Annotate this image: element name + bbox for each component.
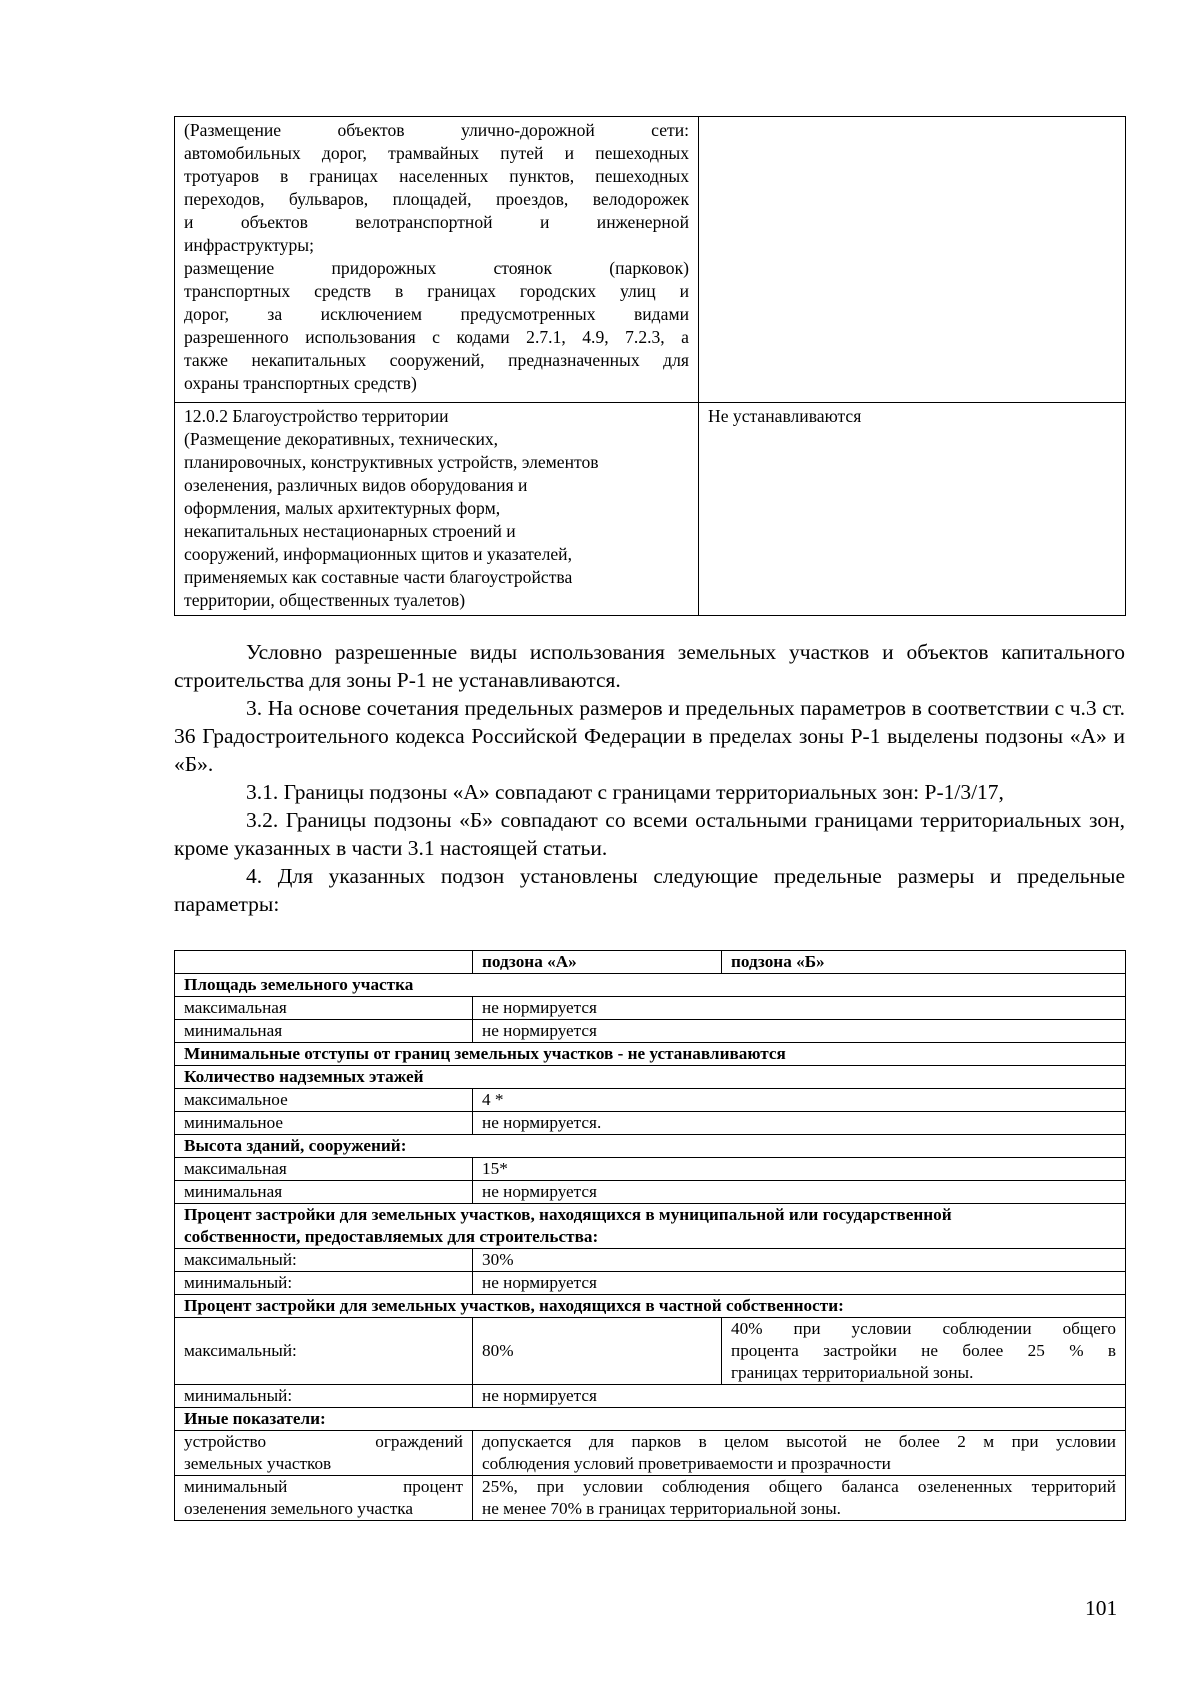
- table-row: [175, 117, 1126, 403]
- row-label: [175, 1476, 473, 1521]
- section-title: Минимальные отступы от границ земельных участков - не устанавливаются: [175, 1043, 1126, 1066]
- section-row: [175, 1135, 1126, 1158]
- row-value: [473, 1431, 1126, 1476]
- header-cell-zone-a: подзона «А»: [473, 951, 722, 974]
- section-title: [175, 1204, 1126, 1249]
- row-value: не нормируется: [473, 1181, 1126, 1204]
- header-cell-blank: [175, 951, 473, 974]
- text-line: территории, общественных туалетов): [184, 590, 466, 610]
- table-row: [175, 403, 1126, 616]
- text-line: 25%, при условии соблюдения общего баланса озелененных территорий: [482, 1477, 1116, 1496]
- table-row: [175, 1112, 1126, 1135]
- row-label: минимальная: [175, 1020, 473, 1043]
- text-line: дорог, за исключением предусмотренных видами: [184, 304, 689, 324]
- paragraph: 3.2. Границы подзоны «Б» совпадают со всеми остальными границами территориальных зон, кроме указанных в части 3.1 настоящей статьи.: [174, 808, 1125, 860]
- table-header-row: [175, 951, 1126, 974]
- section-title: Количество надземных этажей: [175, 1066, 1126, 1089]
- text-line: устройство ограждений: [184, 1432, 463, 1451]
- row-label: минимальная: [175, 1181, 473, 1204]
- text-line: не менее 70% в границах территориальной зоны.: [482, 1499, 841, 1518]
- table-row: [175, 1181, 1126, 1204]
- table-row: [175, 1020, 1126, 1043]
- table-row: [175, 1431, 1126, 1476]
- section-title-line: собственности, предоставляемых для строительства:: [184, 1227, 599, 1246]
- row-label: минимальный:: [175, 1385, 473, 1408]
- row-label: [175, 1431, 473, 1476]
- text-line: 40% при условии соблюдении общего: [731, 1319, 1116, 1338]
- row-value: 4 *: [473, 1089, 1126, 1112]
- table-row: [175, 997, 1126, 1020]
- table-cell: [699, 117, 1126, 403]
- row-value-zone-a: 80%: [473, 1318, 722, 1385]
- section-title: Высота зданий, сооружений:: [175, 1135, 1126, 1158]
- row-label: максимальная: [175, 1158, 473, 1181]
- table-cell: [175, 117, 699, 403]
- row-label: максимальный:: [175, 1249, 473, 1272]
- text-line: соблюдения условий проветриваемости и прозрачности: [482, 1454, 891, 1473]
- text-line: (Размещение декоративных, технических,: [184, 429, 499, 449]
- row-value-zone-b: [722, 1318, 1126, 1385]
- header-cell-zone-b: подзона «Б»: [722, 951, 1126, 974]
- land-use-table: [174, 116, 1126, 616]
- table-cell: [175, 403, 699, 616]
- table-row: [175, 1318, 1126, 1385]
- section-row: [175, 1204, 1126, 1249]
- row-label: максимальное: [175, 1089, 473, 1112]
- table-row: [175, 1385, 1126, 1408]
- row-value: не нормируется: [473, 1272, 1126, 1295]
- text-line: озеленения, различных видов оборудования и: [184, 475, 528, 495]
- section-row: [175, 974, 1126, 997]
- text-line: допускается для парков в целом высотой не более 2 м при условии: [482, 1432, 1116, 1451]
- table-row: [175, 1089, 1126, 1112]
- text-line: тротуаров в границах населенных пунктов, пешеходных: [184, 166, 689, 186]
- text-line: озеленения земельного участка: [184, 1499, 414, 1518]
- section-title-line: Процент застройки для земельных участков, находящихся в муниципальной или государственной: [184, 1205, 952, 1224]
- text-line: планировочных, конструктивных устройств, элементов: [184, 452, 599, 472]
- text-line: инфраструктуры;: [184, 235, 314, 255]
- row-value: не нормируется: [473, 997, 1126, 1020]
- text-line: переходов, бульваров, площадей, проездов, велодорожек: [184, 189, 689, 209]
- table-row: [175, 1158, 1126, 1181]
- text-line: границах территориальной зоны.: [731, 1363, 974, 1382]
- row-label: минимальное: [175, 1112, 473, 1135]
- text-line: и объектов велотранспортной и инженерной: [184, 212, 689, 232]
- row-value: не нормируется: [473, 1385, 1126, 1408]
- section-title: Площадь земельного участка: [175, 974, 1126, 997]
- section-title: Иные показатели:: [175, 1408, 1126, 1431]
- text-line: разрешенного использования с кодами 2.7.1, 4.9, 7.2.3, а: [184, 327, 689, 347]
- row-value: 15*: [473, 1158, 1126, 1181]
- table-row: [175, 1249, 1126, 1272]
- paragraph: Условно разрешенные виды использования земельных участков и объектов капитального строительства для зоны Р-1 не устанавливаются.: [174, 640, 1125, 692]
- table-row: [175, 1272, 1126, 1295]
- text-line: минимальный процент: [184, 1477, 463, 1496]
- paragraph: 3.1. Границы подзоны «А» совпадают с границами территориальных зон: Р-1/3/17,: [246, 780, 1004, 804]
- text-line: также некапитальных сооружений, предназначенных для: [184, 350, 689, 370]
- text-line: автомобильных дорог, трамвайных путей и пешеходных: [184, 143, 689, 163]
- text-line: транспортных средств в границах городских улиц и: [184, 281, 689, 301]
- row-value: 30%: [473, 1249, 1126, 1272]
- paragraph: 3. На основе сочетания предельных размеров и предельных параметров в соответствии с ч.3 ст. 36 Градостроительного кодекса Российской Федерации в пределах зоны Р-1 выделены подзоны «А» и «Б».: [174, 696, 1125, 776]
- row-value: [473, 1476, 1126, 1521]
- text-line: (Размещение объектов улично-дорожной сети:: [184, 120, 689, 140]
- section-row: [175, 1043, 1126, 1066]
- text-line: процента застройки не более 25 % в: [731, 1341, 1116, 1360]
- table-row: [175, 1476, 1126, 1521]
- text-line: сооружений, информационных щитов и указателей,: [184, 544, 572, 564]
- section-row: [175, 1066, 1126, 1089]
- row-label: минимальный:: [175, 1272, 473, 1295]
- row-label: максимальная: [175, 997, 473, 1020]
- paragraph: 4. Для указанных подзон установлены следующие предельные размеры и предельные параметры:: [174, 864, 1125, 916]
- row-value: не нормируется.: [473, 1112, 1126, 1135]
- body-text: [174, 638, 1125, 918]
- text-line: оформления, малых архитектурных форм,: [184, 498, 501, 518]
- text-line: некапитальных нестационарных строений и: [184, 521, 516, 541]
- section-row: [175, 1295, 1126, 1318]
- row-value: не нормируется: [473, 1020, 1126, 1043]
- page-number: 101: [1085, 1596, 1118, 1620]
- text-line: размещение придорожных стоянок (парковок): [184, 258, 689, 278]
- row-label: максимальный:: [175, 1318, 473, 1385]
- use-type-title: 12.0.2 Благоустройство территории: [184, 406, 449, 426]
- section-title: Процент застройки для земельных участков, находящихся в частной собственности:: [175, 1295, 1126, 1318]
- text-line: земельных участков: [184, 1454, 332, 1473]
- table-cell: Не устанавливаются: [699, 403, 1126, 616]
- text-line: применяемых как составные части благоустройства: [184, 567, 573, 587]
- section-row: [175, 1408, 1126, 1431]
- parameters-table: [174, 950, 1126, 1521]
- text-line: охраны транспортных средств): [184, 373, 417, 393]
